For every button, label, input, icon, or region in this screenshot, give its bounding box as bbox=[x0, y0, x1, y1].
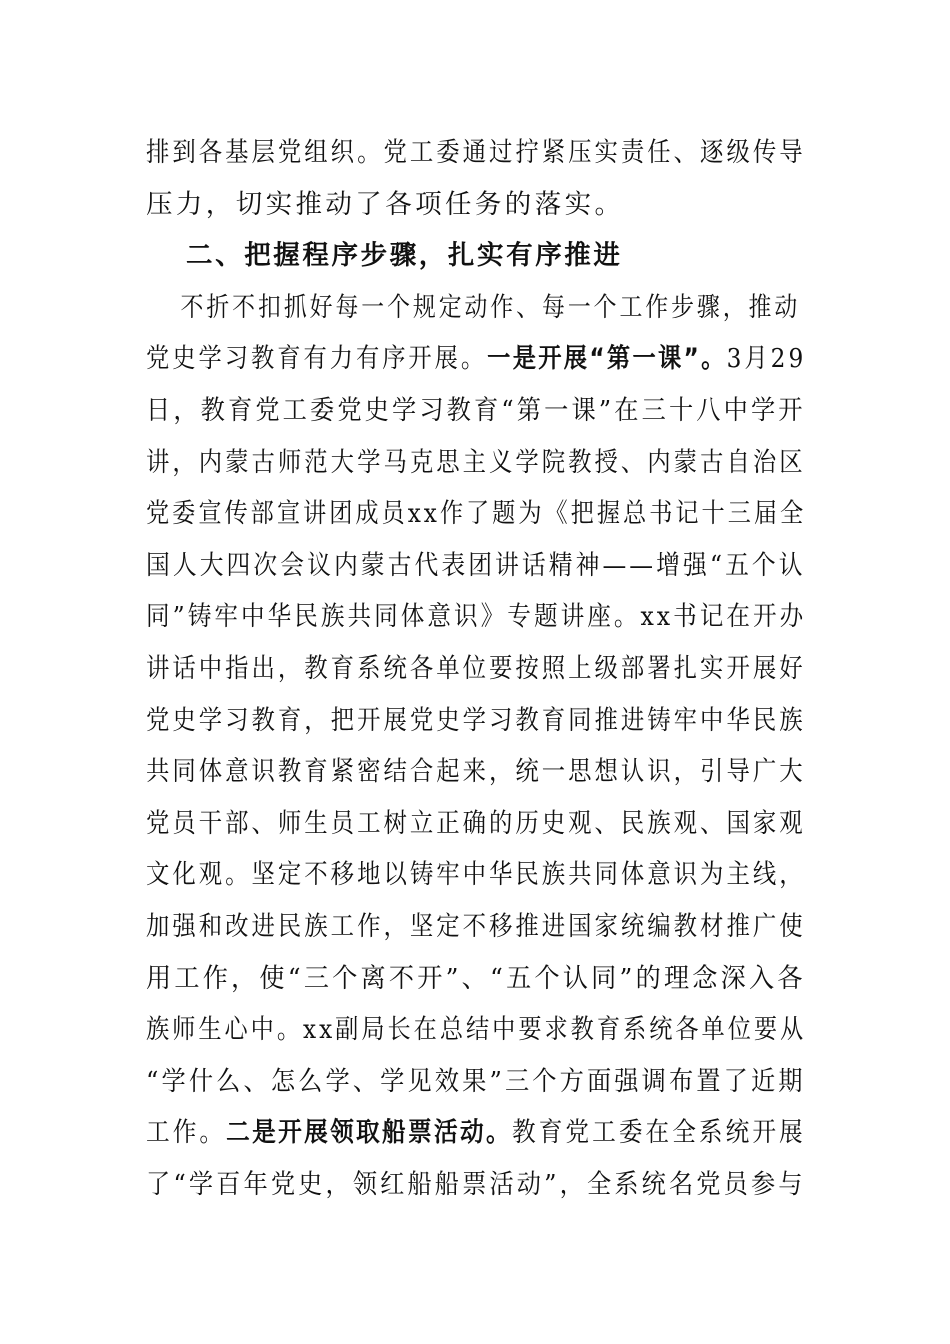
text-segment: 不折不扣抓好每一个规定动作、每一个工作步骤，推动 bbox=[180, 291, 801, 323]
text-segment: 工作。 bbox=[146, 1117, 227, 1149]
text-segment: 讲话中指出，教育系统各单位要按照上级部署扎实开展好 bbox=[146, 652, 806, 684]
paragraph-line bbox=[146, 901, 806, 953]
section-heading bbox=[146, 230, 806, 282]
text-segment: 了“学百年党史，领红船船票活动”，全系统名党员参与 bbox=[146, 1168, 806, 1200]
bold-text: 二、把握程序步骤，扎实有序推进 bbox=[186, 240, 623, 272]
text-segment: 压力，切实推动了各项任务的落实。 bbox=[146, 188, 625, 220]
text-segment: 加强和改进民族工作，坚定不移推进国家统编教材推广使 bbox=[146, 910, 806, 942]
text-segment: 日，教育党工委党史学习教育“第一课”在三十八中学开 bbox=[146, 394, 806, 426]
text-segment: 党史学习教育有力有序开展。 bbox=[146, 343, 488, 375]
paragraph-line bbox=[146, 127, 806, 179]
text-segment: 党委宣传部宣讲团成员xx作了题为《把握总书记十三届全 bbox=[146, 498, 807, 530]
text-segment: 共同体意识教育紧密结合起来，统一思想认识，引导广大 bbox=[146, 756, 806, 788]
text-segment: 教育党工委在全系统开展 bbox=[512, 1117, 806, 1149]
paragraph-line bbox=[146, 282, 801, 334]
paragraph-line bbox=[146, 1159, 806, 1211]
text-segment: 排到各基层党组织。党工委通过拧紧压实责任、逐级传导 bbox=[146, 137, 806, 168]
text-segment: 族师生心中。xx副局长在总结中要求教育系统各单位要从 bbox=[146, 1014, 807, 1046]
paragraph-line bbox=[146, 1056, 806, 1108]
paragraph-line bbox=[146, 798, 806, 850]
paragraph-line bbox=[146, 953, 806, 1005]
text-segment: 文化观。坚定不移地以铸牢中华民族共同体意识为主线， bbox=[146, 859, 806, 891]
text-segment: 3月29 bbox=[726, 343, 807, 375]
paragraph-line bbox=[146, 488, 807, 540]
paragraph-line bbox=[146, 437, 806, 489]
text-segment: 党史学习教育，把开展党史学习教育同推进铸牢中华民族 bbox=[146, 704, 806, 736]
paragraph-line bbox=[146, 179, 806, 231]
paragraph-line bbox=[146, 746, 806, 798]
text-segment: “学什么、怎么学、学见效果”三个方面强调布置了近期 bbox=[146, 1065, 806, 1097]
text-segment: 国人大四次会议内蒙古代表团讲话精神——增强“五个认 bbox=[146, 549, 806, 581]
text-segment: 党员干部、师生员工树立正确的历史观、民族观、国家观 bbox=[146, 807, 806, 839]
paragraph-line bbox=[146, 540, 806, 592]
paragraph-line bbox=[146, 849, 806, 901]
paragraph-line bbox=[146, 1107, 806, 1159]
text-segment: 讲，内蒙古师范大学马克思主义学院教授、内蒙古自治区 bbox=[146, 446, 806, 478]
bold-text: 二是开展领取船票活动。 bbox=[226, 1117, 513, 1149]
paragraph-line bbox=[146, 333, 807, 385]
paragraph-line bbox=[146, 591, 807, 643]
paragraph-line bbox=[146, 385, 806, 437]
text-segment: 同”铸牢中华民族共同体意识》专题讲座。xx书记在开办 bbox=[146, 601, 807, 633]
text-segment: 用工作，使“三个离不开”、“五个认同”的理念深入各 bbox=[146, 962, 806, 994]
bold-text: 一是开展“第一课”。 bbox=[487, 343, 727, 375]
paragraph-line bbox=[146, 1004, 807, 1056]
paragraph-line bbox=[146, 643, 806, 695]
paragraph-line bbox=[146, 695, 806, 747]
document-body bbox=[146, 127, 806, 1210]
